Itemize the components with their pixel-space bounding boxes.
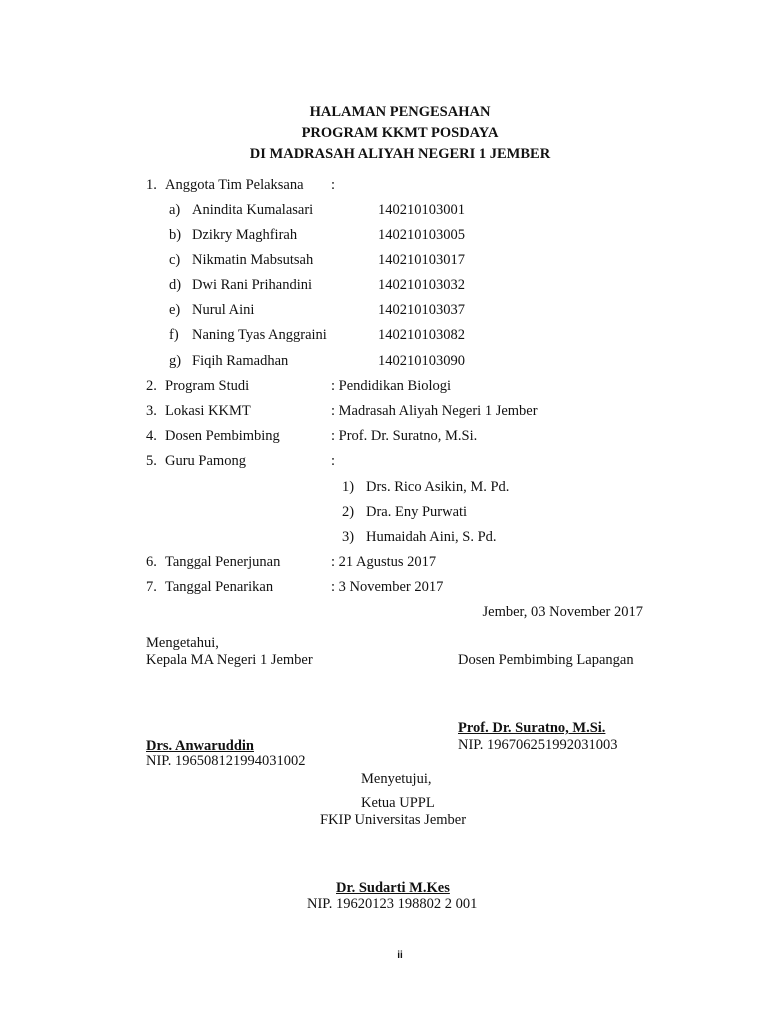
withdraw-date-value: : 3 November 2017 — [331, 579, 444, 595]
member-nim: 140210103017 — [378, 252, 465, 268]
mentor-name: Drs. Rico Asikin, M. Pd. — [366, 479, 510, 495]
place-date: Jember, 03 November 2017 — [482, 604, 643, 620]
member-name: Dzikry Maghfirah — [192, 227, 298, 243]
supervisor-label: Dosen Pembimbing — [165, 428, 280, 444]
program-value: : Pendidikan Biologi — [331, 378, 452, 394]
team-label: Anggota Tim Pelaksana — [165, 177, 304, 193]
member-letter: g) — [169, 353, 182, 369]
member-letter: e) — [169, 302, 181, 318]
item-number: 6. — [146, 554, 157, 570]
program-label: Program Studi — [165, 378, 250, 394]
page-number: ii — [397, 950, 403, 961]
uppl-role: Ketua UPPL — [361, 795, 435, 811]
member-letter: d) — [169, 277, 182, 293]
member-letter: c) — [169, 252, 181, 268]
member-nim: 140210103037 — [378, 302, 465, 318]
field-supervisor-nip: NIP. 196706251992031003 — [458, 737, 618, 753]
approval-heading-bottom: Menyetujui, — [361, 771, 432, 787]
member-name: Nikmatin Mabsutsah — [192, 252, 314, 268]
member-name: Nurul Aini — [192, 302, 255, 318]
member-letter: b) — [169, 227, 182, 243]
member-name: Fiqih Ramadhan — [192, 353, 289, 369]
mentor-number: 1) — [342, 479, 355, 495]
field-supervisor-name: Prof. Dr. Suratno, M.Si. — [458, 720, 606, 736]
item-number: 3. — [146, 403, 157, 419]
approval-heading-left: Mengetahui, — [146, 635, 219, 651]
principal-nip: NIP. 196508121994031002 — [146, 753, 306, 769]
item-number: 2. — [146, 378, 157, 394]
principal-role: Kepala MA Negeri 1 Jember — [146, 652, 313, 668]
member-letter: a) — [169, 202, 181, 218]
title-line-2: PROGRAM KKMT POSDAYA — [301, 125, 499, 141]
uppl-head-nip: NIP. 19620123 198802 2 001 — [307, 896, 478, 912]
uppl-head-name: Dr. Sudarti M.Kes — [336, 880, 450, 896]
title-line-3: DI MADRASAH ALIYAH NEGERI 1 JEMBER — [249, 146, 551, 162]
item-number: 4. — [146, 428, 157, 444]
title-line-1: HALAMAN PENGESAHAN — [309, 104, 491, 120]
mentor-label: Guru Pamong — [165, 453, 246, 469]
mentor-name: Humaidah Aini, S. Pd. — [366, 529, 497, 545]
supervisor-value: : Prof. Dr. Suratno, M.Si. — [331, 428, 478, 444]
document-title — [0, 103, 768, 166]
location-value: : Madrasah Aliyah Negeri 1 Jember — [331, 403, 538, 419]
deploy-date-label: Tanggal Penerjunan — [165, 554, 281, 570]
member-nim: 140210103001 — [378, 202, 465, 218]
field-supervisor-role: Dosen Pembimbing Lapangan — [458, 652, 634, 668]
location-label: Lokasi KKMT — [165, 403, 251, 419]
member-nim: 140210103082 — [378, 327, 465, 343]
mentor-number: 3) — [342, 529, 355, 545]
principal-name: Drs. Anwaruddin — [146, 738, 254, 754]
member-name: Anindita Kumalasari — [192, 202, 314, 218]
mentor-number: 2) — [342, 504, 355, 520]
team-colon: : — [331, 177, 336, 193]
withdraw-date-label: Tanggal Penarikan — [165, 579, 274, 595]
member-name: Dwi Rani Prihandini — [192, 277, 313, 293]
member-nim: 140210103032 — [378, 277, 465, 293]
item-number: 5. — [146, 453, 157, 469]
member-letter: f) — [169, 327, 179, 343]
member-name: Naning Tyas Anggraini — [192, 327, 327, 343]
item-number: 7. — [146, 579, 157, 595]
mentor-value: : — [331, 453, 336, 469]
mentor-name: Dra. Eny Purwati — [366, 504, 468, 520]
uppl-faculty: FKIP Universitas Jember — [320, 812, 467, 828]
member-nim: 140210103005 — [378, 227, 465, 243]
deploy-date-value: : 21 Agustus 2017 — [331, 554, 437, 570]
member-nim: 140210103090 — [378, 353, 465, 369]
item-number: 1. — [146, 177, 157, 193]
